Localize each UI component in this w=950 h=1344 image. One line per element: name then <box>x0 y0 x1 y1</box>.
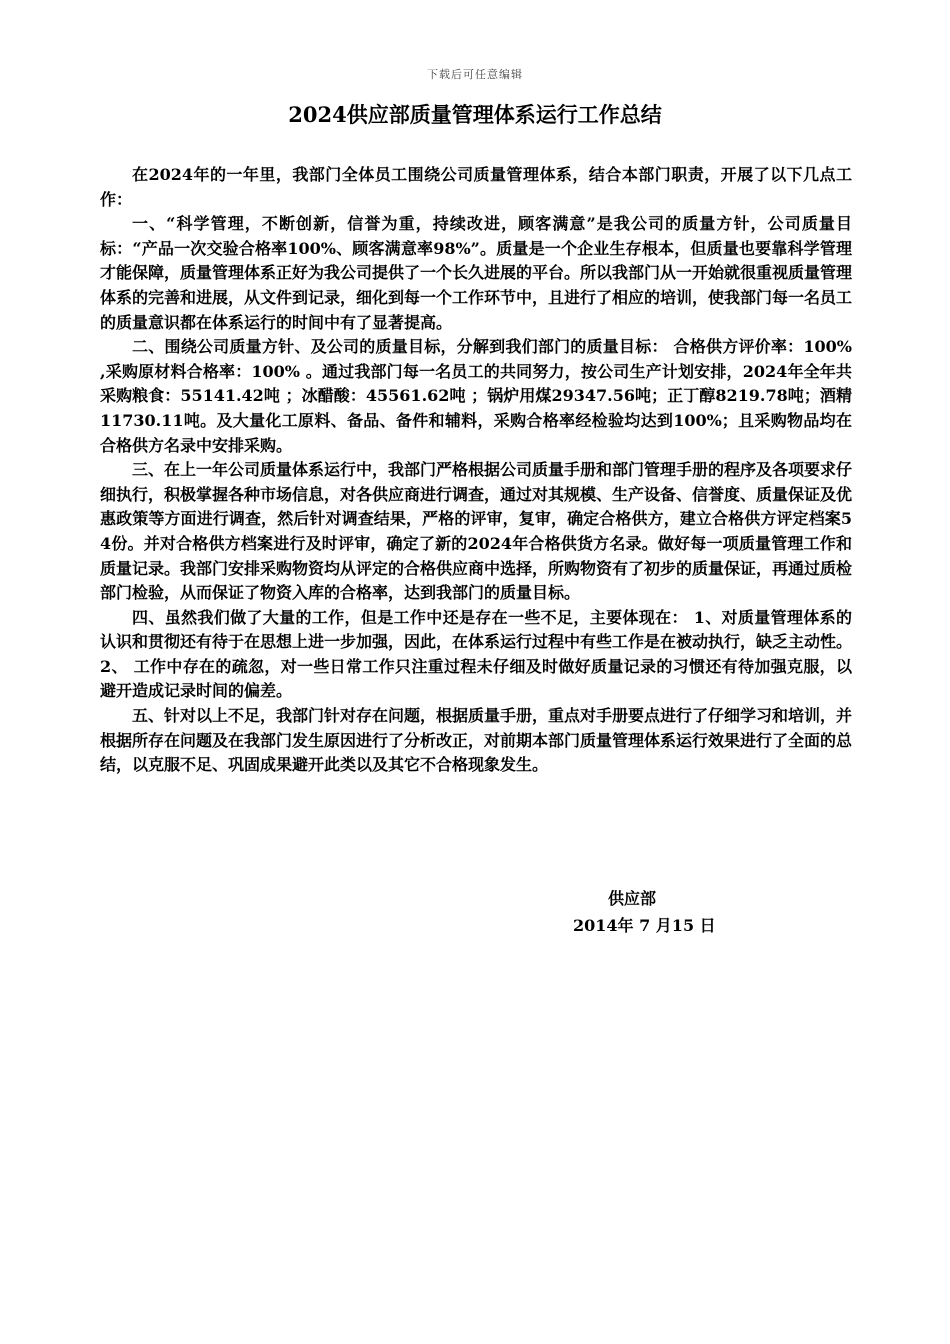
paragraph-section-5: 五、针对以上不足，我部门针对存在问题，根据质量手册，重点对手册要点进行了仔细学习和培训，并根据所存在问题及在我部门发生原因进行了分析改正，对前期本部门质量管理体系运行效果进行了全面的总结，以克服不足、巩固成果避开此类以及其它不合格现象发生。 <box>100 706 853 775</box>
paragraph-section-1: 一、“科学管理，不断创新，信誉为重，持续改进，顾客满意”是我公司的质量方针，公司质量目标：“产品一次交验合格率100%、顾客满意率98%”。质量是一个企业生存根本，但质量也要靠科学管理才能保障，质量管理体系正好为我公司提供了一个长久进展的平台。所以我部门从一开始就很重视质量管理体系的完善和进展，从文件到记录，细化到每一个工作环节中，且进行了相应的培训，使我部门每一名员工的质量意识都在体系运行的时间中有了显著提高。 <box>100 214 853 332</box>
paragraph-section-2: 二、围绕公司质量方针、及公司的质量目标，分解到我们部门的质量目标： 合格供方评价率：100% ,采购原材料合格率：100% 。通过我部门每一名员工的共同努力，按公司生产计划安排，2024年全年共采购粮食：55141.42吨 ；冰醋酸：45561.62吨 ；锅炉用煤29347.56吨；正丁醇8219.78吨；酒精11730.11吨。及大量化工原料、备品、备件和辅料，采购合格率经检验均达到100%；且采购物品均在合格供方名录中安排采购。 <box>100 337 852 455</box>
paragraph-intro: 在2024年的一年里，我部门全体员工围绕公司质量管理体系，结合本部门职责，开展了以下几点工作： <box>100 165 852 209</box>
signature-date: 2014年 7 月15 日 <box>573 916 716 935</box>
paragraph-section-4: 四、虽然我们做了大量的工作，但是工作中还是存在一些不足，主要体现在： 1、对质量管理体系的认识和贯彻还有待于在思想上进一步加强，因此，在体系运行过程中有些工作是在被动执行，缺乏主动性。 2、 工作中存在的疏忽，对一些日常工作只注重过程未仔细及时做好质量记录的习惯还有待加强克服，以避开造成记录时间的偏差。 <box>100 607 853 701</box>
document-title: 2024供应部质量管理体系运行工作总结 <box>288 102 662 127</box>
signature-block <box>560 885 760 939</box>
document-body <box>100 163 852 778</box>
signature-department: 供应部 <box>608 889 657 908</box>
header-note: 下载后可任意编辑 <box>427 68 523 81</box>
paragraph-section-3: 三、在上一年公司质量体系运行中，我部门严格根据公司质量手册和部门管理手册的程序及各项要求仔细执行，积极掌握各种市场信息，对各供应商进行调查，通过对其规模、生产设备、信誉度、质量保证及优惠政策等方面进行调查，然后针对调查结果，严格的评审，复审，确定合格供方，建立合格供方评定档案54份。并对合格供方档案进行及时评审，确定了新的2024年合格供货方名录。做好每一项质量管理工作和质量记录。我部门安排采购物资均从评定的合格供应商中选择，所购物资有了初步的质量保证，再通过质检部门检验，从而保证了物资入库的合格率，达到我部门的质量目标。 <box>100 460 853 603</box>
